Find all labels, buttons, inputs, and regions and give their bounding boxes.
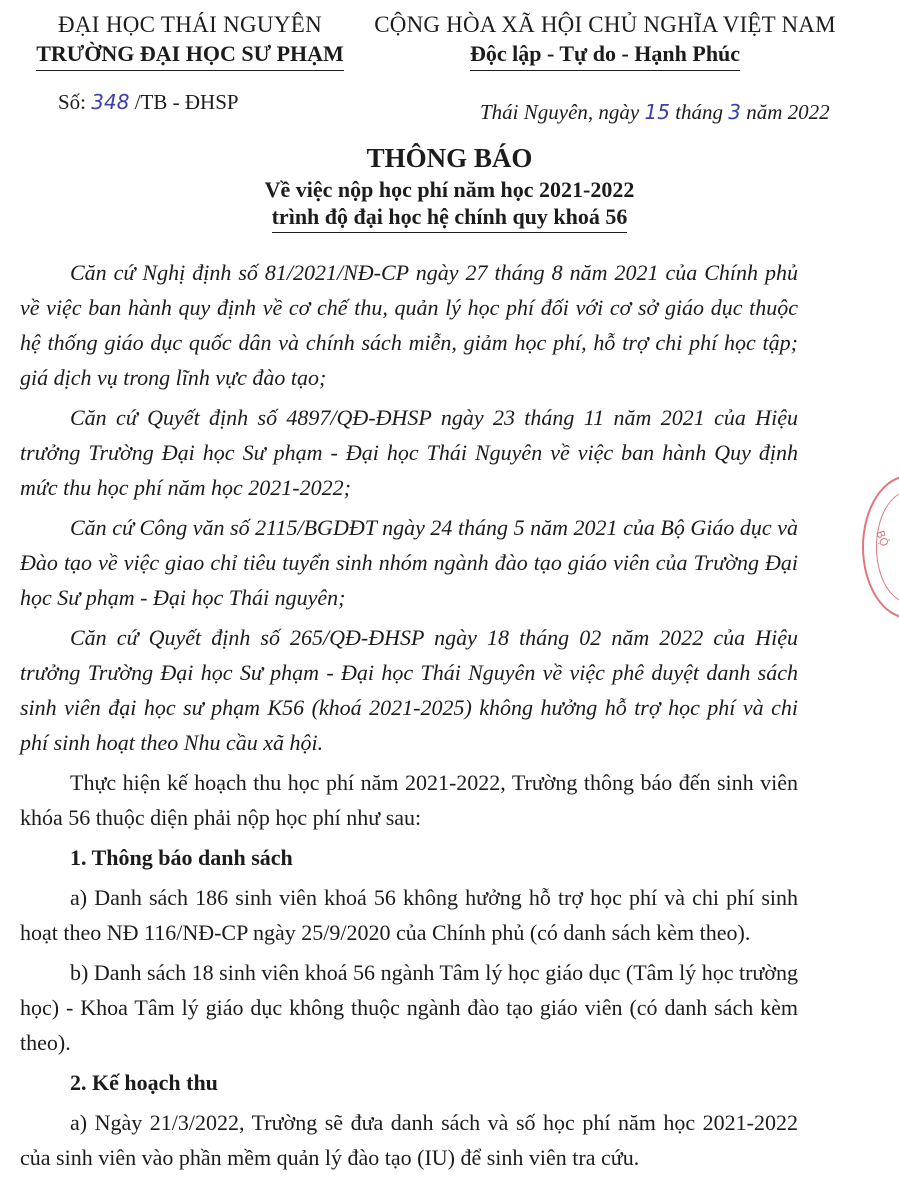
- national-motto-block: [355, 10, 855, 71]
- title-subject: Về việc nộp học phí năm học 2021-2022: [264, 177, 635, 202]
- section-heading-1: 1. Thông báo danh sách: [70, 845, 293, 870]
- paragraph-basis-3: Căn cứ Công văn số 2115/BGDĐT ngày 24 tháng 5 năm 2021 của Bộ Giáo dục và Đào tạo về việc giao chỉ tiêu tuyển sinh nhóm ngành đào tạo giáo viên của Trường Đại học Sư phạm - Đại học Thái nguyên;: [20, 515, 798, 610]
- paragraph-list-a: a) Danh sách 186 sinh viên khoá 56 không hưởng hỗ trợ học phí và chi phí sinh hoạt theo NĐ 116/NĐ-CP ngày 25/9/2020 của Chính phủ (có danh sách kèm theo).: [20, 885, 798, 945]
- month-label: tháng: [669, 100, 729, 124]
- handwritten-day: 15: [644, 100, 670, 124]
- paragraph-basis-1: Căn cứ Nghị định số 81/2021/NĐ-CP ngày 27 tháng 8 năm 2021 của Chính phủ về việc ban hành quy định về cơ chế thu, quản lý học phí đối với cơ sở giáo dục thuộc hệ thống giáo dục quốc dân và chính sách miễn, giảm học phí, hỗ trợ chi phí học tập; giá dịch vụ trong lĩnh vực đào tạo;: [20, 260, 798, 390]
- red-seal-stamp: [862, 475, 899, 619]
- issuer-parent: ĐẠI HỌC THÁI NGUYÊN: [57, 12, 322, 37]
- place-label: Thái Nguyên, ngày: [480, 100, 645, 124]
- document-number-suffix: /TB - ĐHSP: [129, 90, 239, 114]
- title-main: THÔNG BÁO: [366, 143, 533, 173]
- paragraph-list-b: b) Danh sách 18 sinh viên khoá 56 ngành Tâm lý học giáo dục (Tâm lý học trường học) - Khoa Tâm lý giáo dục không thuộc ngành đào tạo giáo viên (có danh sách kèm theo).: [20, 960, 798, 1055]
- handwritten-number: 348: [91, 90, 130, 114]
- country-name: CỘNG HÒA XÃ HỘI CHỦ NGHĨA VIỆT NAM: [374, 12, 836, 37]
- title-scope: trình độ đại học hệ chính quy khoá 56: [272, 203, 628, 233]
- handwritten-month: 3: [728, 100, 742, 124]
- issuer-name: TRƯỜNG ĐẠI HỌC SƯ PHẠM: [36, 40, 344, 71]
- paragraph-basis-4: Căn cứ Quyết định số 265/QĐ-ĐHSP ngày 18 tháng 02 năm 2022 của Hiệu trưởng Trường Đại học Sư phạm - Đại học Thái Nguyên về việc phê duyệt danh sách sinh viên đại học sư phạm K56 (khoá 2021-2025) không hưởng hỗ trợ học phí và chi phí sinh hoạt theo Nhu cầu xã hội.: [20, 625, 798, 755]
- seal-text: BỘ: [873, 528, 891, 549]
- place-date: [480, 100, 830, 125]
- document-number-prefix: Số:: [58, 90, 92, 114]
- year-label: năm 2022: [741, 100, 830, 124]
- issuer-block: [30, 10, 350, 71]
- document-title: [0, 140, 899, 233]
- paragraph-plan-a: a) Ngày 21/3/2022, Trường sẽ đưa danh sách và số học phí năm học 2021-2022 của sinh viên vào phần mềm quản lý đào tạo (IU) để sinh viên tra cứu.: [20, 1110, 798, 1170]
- section-heading-2: 2. Kế hoạch thu: [70, 1070, 218, 1095]
- national-motto: Độc lập - Tự do - Hạnh Phúc: [470, 40, 740, 71]
- paragraph-intro: Thực hiện kế hoạch thu học phí năm 2021-2022, Trường thông báo đến sinh viên khóa 56 thuộc diện phải nộp học phí như sau:: [20, 770, 798, 830]
- paragraph-basis-2: Căn cứ Quyết định số 4897/QĐ-ĐHSP ngày 23 tháng 11 năm 2021 của Hiệu trưởng Trường Đại học Sư phạm - Đại học Thái Nguyên về việc ban hành Quy định mức thu học phí năm học 2021-2022;: [20, 405, 798, 500]
- document-number: [58, 90, 239, 115]
- document-body: [20, 255, 798, 1180]
